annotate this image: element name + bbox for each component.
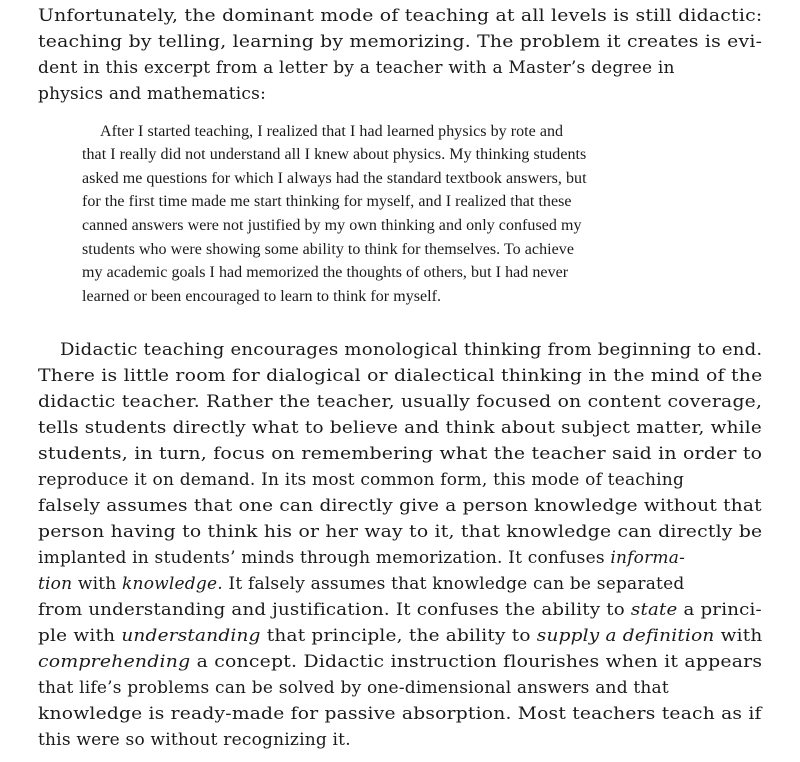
italic-text: informa- [610, 548, 686, 568]
quote-line: asked me questions for which I always had the standard textbook answers, but [82, 170, 587, 187]
quote-line: canned answers were not justified by my own thinking and only confused my [82, 217, 582, 234]
text-line: person having to think his or her way to it, that knowledge can directly be [38, 522, 763, 542]
text-run: a princi- [677, 600, 762, 620]
italic-text: comprehending [38, 652, 191, 672]
quote-line: students who were showing some ability to think for themselves. To achieve [82, 241, 574, 258]
text-line: physics and mathematics: [38, 84, 267, 104]
text-line: that life’s problems can be solved by one-dimensional answers and that [38, 678, 669, 698]
text-line: reproduce it on demand. In its most common form, this mode of teaching [38, 470, 685, 490]
text-run: with [714, 626, 763, 646]
quote-line: that I really did not understand all I knew about physics. My thinking students [82, 146, 587, 163]
italic-text: tion [38, 574, 73, 594]
text-run: with [72, 574, 123, 594]
text-line: Unfortunately, the dominant mode of teaching at all levels is still didactic: [38, 6, 763, 26]
text-run: ple with [38, 626, 122, 646]
text-line: Didactic teaching encourages monological thinking from beginning to end. [60, 340, 763, 360]
text-run: from understanding and justification. It confuses the ability to [38, 600, 631, 620]
quote-line: learned or been encouraged to learn to think for myself. [82, 288, 442, 305]
italic-text: knowledge. [122, 574, 223, 594]
text-line [38, 652, 762, 672]
quote-line: for the first time made me start thinking for myself, and I realized that these [82, 193, 572, 210]
text-run: It falsely assumes that knowledge can be separated [222, 574, 685, 594]
text-line [38, 626, 763, 646]
italic-text: state [630, 600, 678, 620]
text-run: a concept. Didactic instruction flourishes when it appears [190, 652, 763, 672]
text-line: this were so without recognizing it. [38, 730, 351, 750]
text-line: falsely assumes that one can directly give a person knowledge without that [38, 496, 762, 516]
quote-line: After I started teaching, I realized that I had learned physics by rote and [100, 123, 564, 140]
italic-text: supply a definition [536, 626, 715, 646]
text-run: that principle, the ability to [260, 626, 537, 646]
quote-line: my academic goals I had memorized the thoughts of others, but I had never [82, 264, 569, 281]
text-line: knowledge is ready-made for passive absorption. Most teachers teach as if [38, 704, 762, 724]
italic-text: understanding [121, 626, 261, 646]
text-line [38, 600, 762, 620]
text-line: There is little room for dialogical or dialectical thinking in the mind of the [38, 366, 763, 386]
text-line [38, 574, 684, 594]
text-run: implanted in students’ minds through memorization. It confuses [38, 548, 611, 568]
text-line: didactic teacher. Rather the teacher, usually focused on content coverage, [38, 392, 763, 412]
text-line: tells students directly what to believe and think about subject matter, while [38, 418, 763, 438]
text-line: dent in this excerpt from a letter by a teacher with a Master’s degree in [38, 58, 675, 78]
text-line [38, 548, 685, 568]
text-line: teaching by telling, learning by memorizing. The problem it creates is evi- [38, 32, 763, 52]
text-line: students, in turn, focus on remembering what the teacher said in order to [38, 444, 763, 464]
